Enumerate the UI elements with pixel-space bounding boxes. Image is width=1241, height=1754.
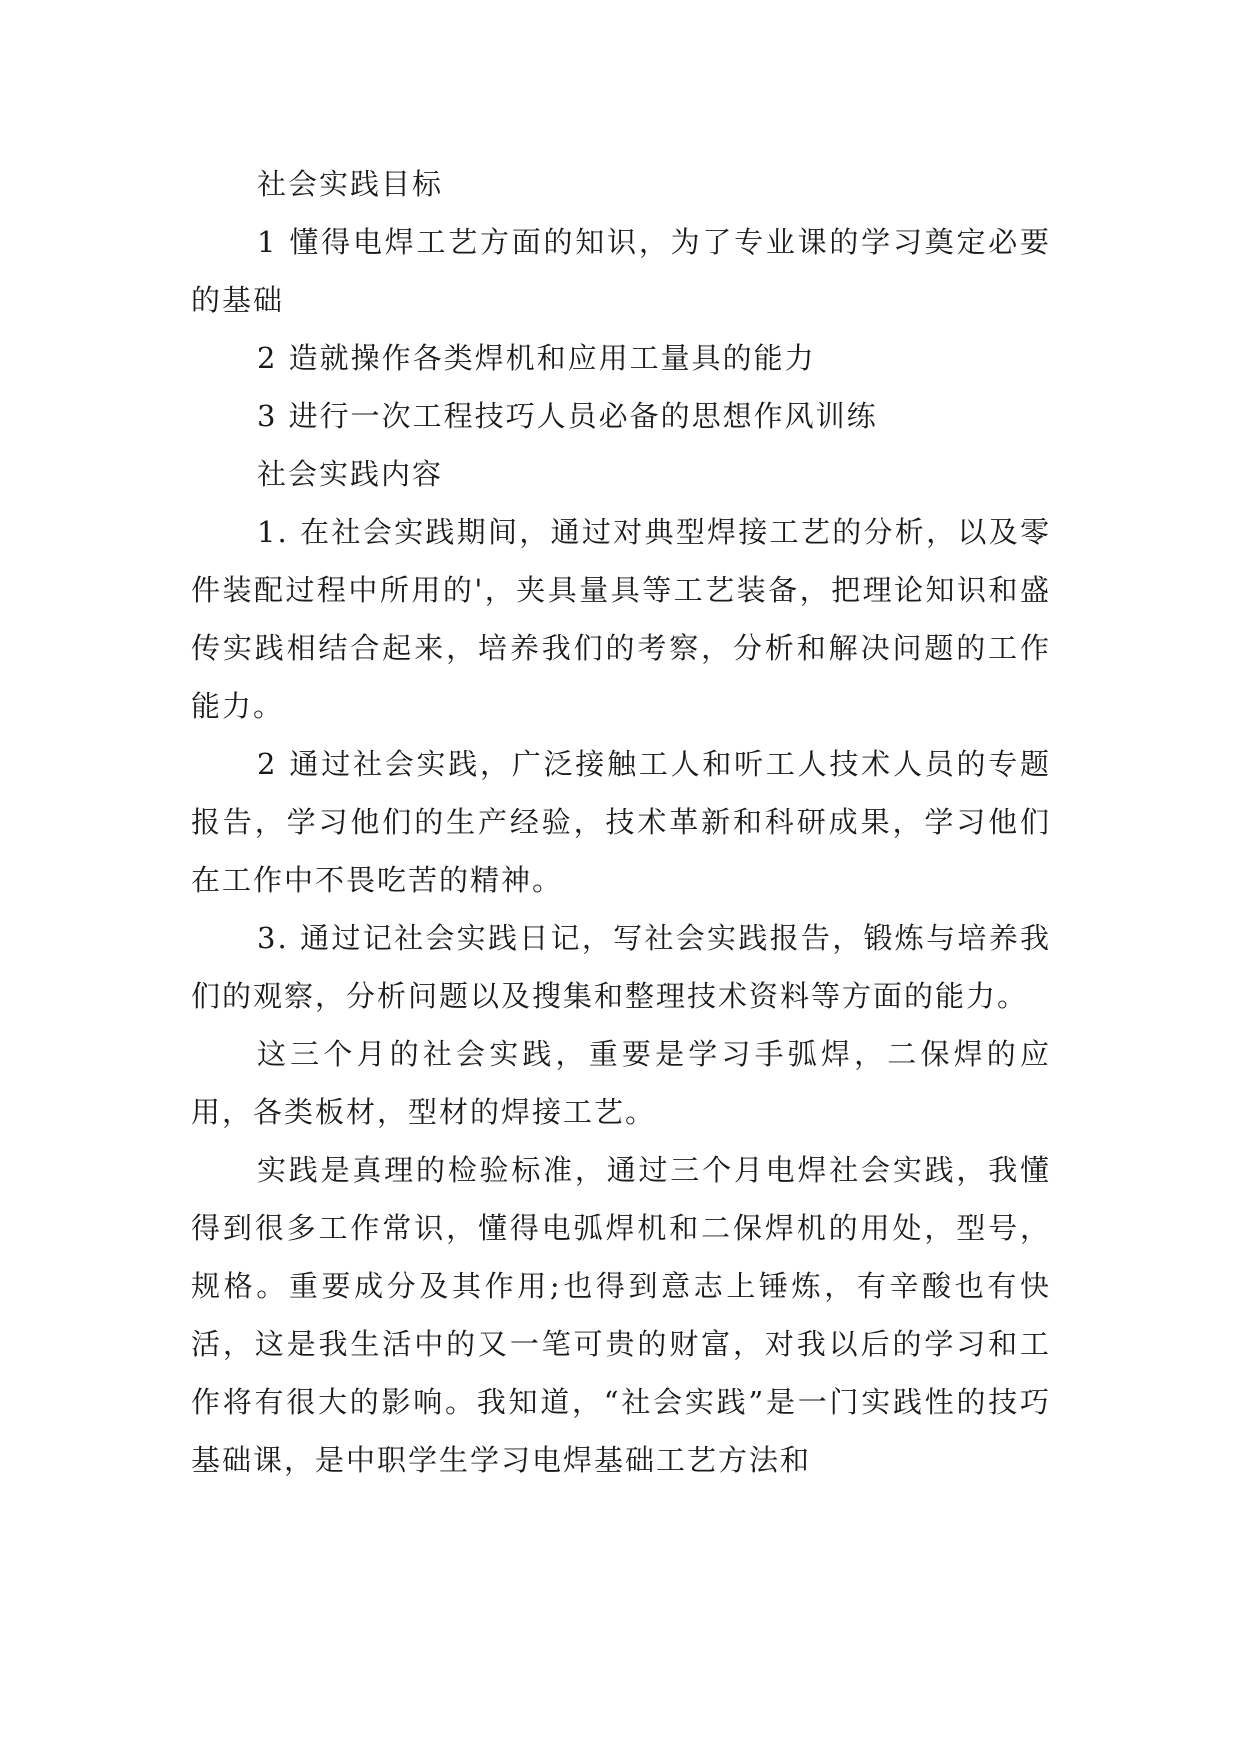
goal-item-1: 1 懂得电焊工艺方面的知识，为了专业课的学习奠定必要的基础 [191,225,1051,317]
body-paragraph: 这三个月的社会实践，重要是学习手弧焊，二保焊的应用，各类板材，型材的焊接工艺。 [191,1037,1051,1129]
document-body [191,155,1051,1489]
body-paragraph: 实践是真理的检验标准，通过三个月电焊社会实践，我懂得到很多工作常识，懂得电弧焊机和二保焊机的用处，型号，规格。重要成分及其作用;也得到意志上锤炼，有辛酸也有快活，这是我生活中的又一笔可贵的财富，对我以后的学习和工作将有很大的影响。我知道，“社会实践”是一门实践性的技巧基础课，是中职学生学习电焊基础工艺方法和 [191,1153,1051,1477]
goal-item-2: 2 造就操作各类焊机和应用工量具的能力 [257,341,816,375]
section-heading-content: 社会实践内容 [257,457,444,491]
content-item-2: 2 通过社会实践，广泛接触工人和听工人技术人员的专题报告，学习他们的生产经验，技术革新和科研成果，学习他们在工作中不畏吃苦的精神。 [191,747,1051,897]
content-item-1: 1. 在社会实践期间，通过对典型焊接工艺的分析，以及零件装配过程中所用的'，夹具量具等工艺装备，把理论知识和盛传实践相结合起来，培养我们的考察，分析和解决问题的工作能力。 [191,515,1051,723]
content-item-3: 3. 通过记社会实践日记，写社会实践报告，锻炼与培养我们的观察，分析问题以及搜集和整理技术资料等方面的能力。 [191,921,1051,1013]
goal-item-3: 3 进行一次工程技巧人员必备的思想作风训练 [257,399,878,433]
section-heading-goals: 社会实践目标 [257,167,444,201]
